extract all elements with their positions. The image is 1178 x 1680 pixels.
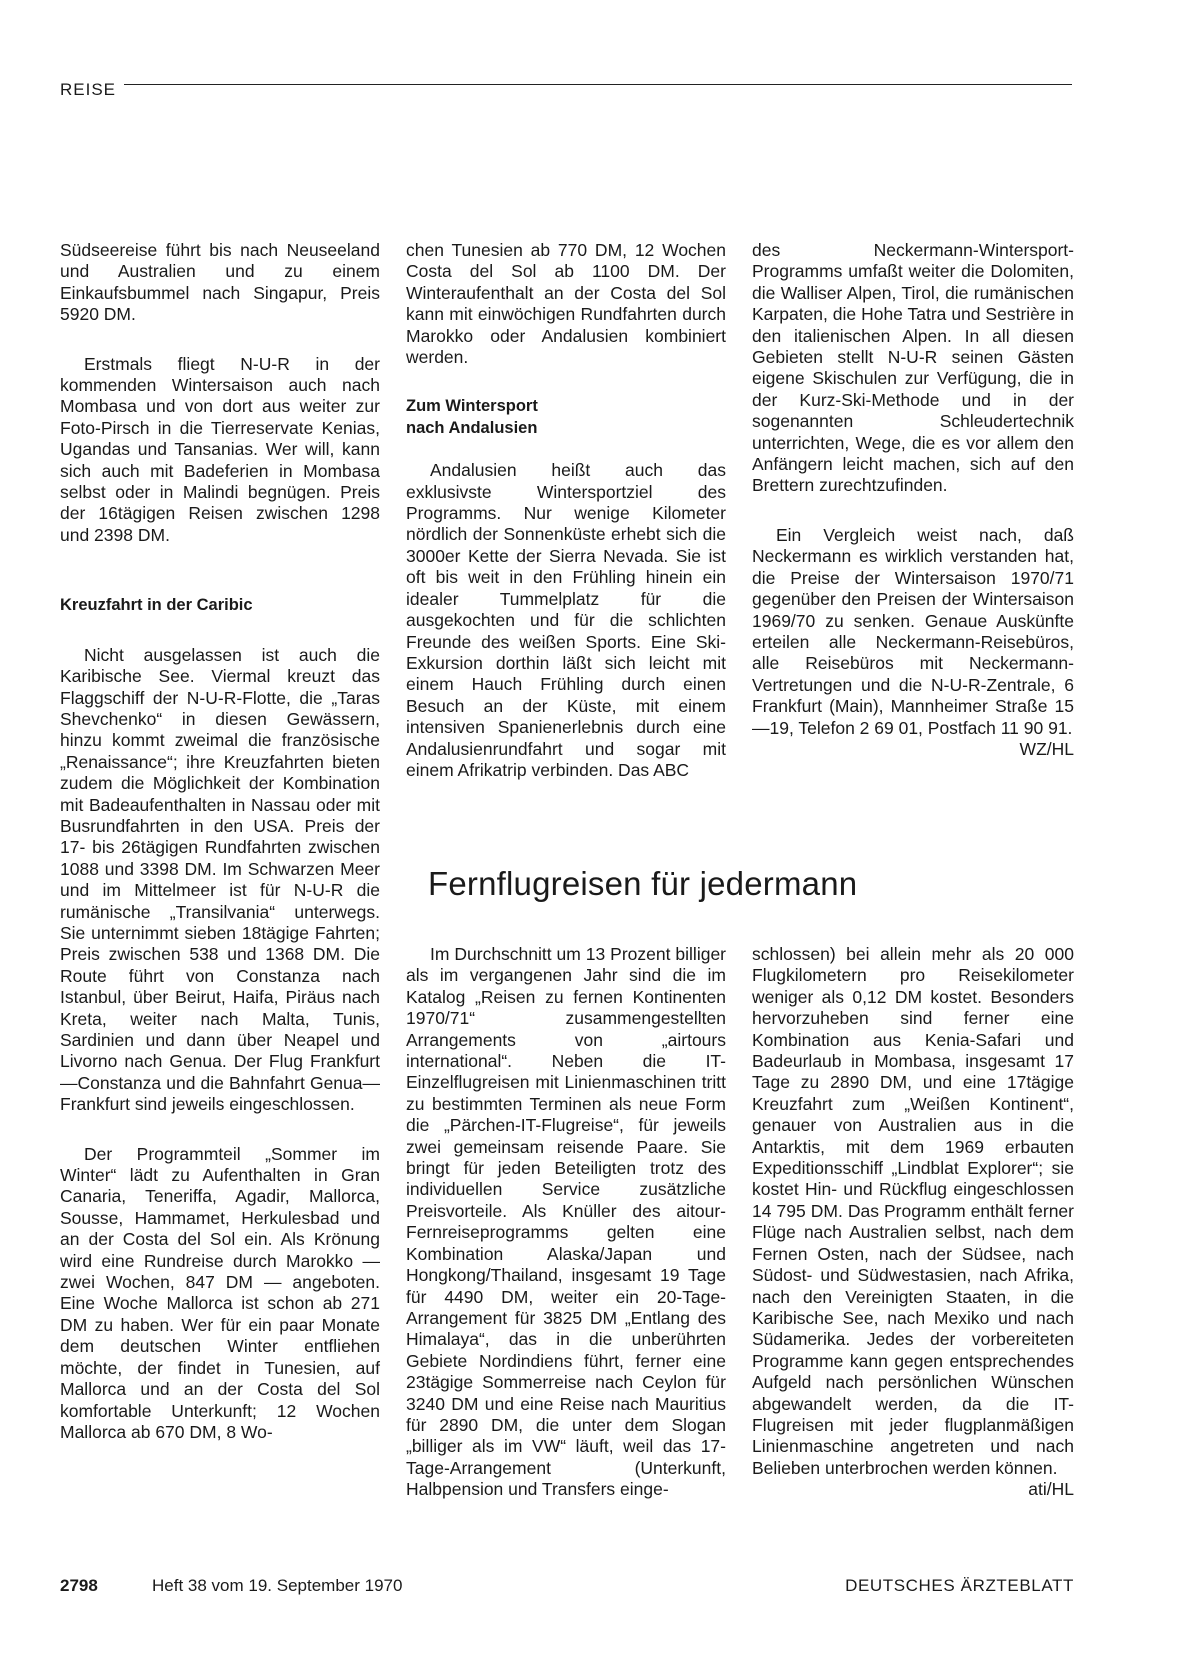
text-column-3 bbox=[752, 240, 1074, 760]
page-number: 2798 bbox=[60, 1576, 98, 1595]
text-column-5 bbox=[752, 944, 1074, 1501]
paragraph: Nicht ausgelassen ist auch die Karibische See. Viermal kreuzt das Flaggschiff der N-U-R-Flotte, die „Taras Shevchenko“ in diesen Gewässern, hinzu kommt zweimal die französische „Renaissance“; ihre Kreuzfahrten bieten zudem die Möglichkeit der Kombination mit Badeaufenthalten in Nassau oder mit Busrundfahrten in den USA. Preis der 17- bis 26tägigen Rundfahrten zwischen 1088 und 3398 DM. Im Schwarzen Meer und im Mittelmeer ist für N-U-R die rumänische „Transilvania“ unterwegs. Sie unternimmt sieben 18tägige Fahrten; Preis zwischen 538 und 1368 DM. Die Route führt von Constanza nach Istanbul, über Beirut, Haifa, Piräus nach Kreta, weiter nach Malta, Tunis, Sardinien und dann über Neapel und Livorno nach Genua. Der Flug Frankfurt—Constanza und die Bahnfahrt Genua—Frankfurt sind jeweils eingeschlossen. bbox=[60, 644, 380, 1115]
section-label: REISE bbox=[60, 80, 117, 99]
paragraph bbox=[752, 944, 1074, 1500]
section-heading-line: Zum Wintersport bbox=[406, 397, 538, 416]
paragraph: Der Programmteil „Sommer im Winter“ lädt zu Aufenthalten in Gran Canaria, Teneriffa, Agadir, Mallorca, Sousse, Hammamet, Herkulesbad und an der Costa del Sol ein. Als Krönung wird eine Rundreise durch Marokko — zwei Wochen, 847 DM — angeboten. Eine Woche Mallorca ist schon ab 271 DM zu haben. Wer für ein paar Monate dem deutschen Winter entfliehen möchte, der findet in Tunesien, auf Mallorca und an der Costa del Sol komfortable Unterkunft; 12 Wochen Mallorca ab 670 DM, 8 Wo- bbox=[60, 1143, 380, 1442]
paragraph: Erstmals fliegt N-U-R in der kommenden Wintersaison auch nach Mombasa und von dort aus weiter zur Foto-Pirsch in die Tierreservate Kenias, Ugandas und Tansanias. Wer will, kann sich auch mit Badeferien in Mombasa selbst oder in Malindi begnügen. Preis der 16tägigen Reisen zwischen 1298 und 2398 DM. bbox=[60, 353, 380, 545]
paragraph-text: Ein Vergleich weist nach, daß Neckermann es wirklich verstanden hat, die Preise der Wintersaison 1970/71 gegenüber den Preisen der Wintersaison 1969/70 zu senken. Genaue Auskünfte erteilen alle Neckermann-Reisebüros, alle Reisebüros mit Neckermann-Vertretungen und die N-U-R-Zentrale, 6 Frankfurt (Main), Mannheimer Straße 15—19, Telefon 2 69 01, Postfach 11 90 91. bbox=[752, 524, 1074, 738]
issue-info: Heft 38 vom 19. September 1970 bbox=[152, 1576, 403, 1595]
journal-name: DEUTSCHES ÄRZTEBLATT bbox=[845, 1576, 1074, 1595]
paragraph: des Neckermann-Wintersport-Programms umfaßt weiter die Dolomiten, die Walliser Alpen, Tirol, die rumänischen Karpaten, die Hohe Tatra und Sestrière in den italienischen Alpen. In all diesen Gebieten stellt N-U-R seinen Gästen eigene Skischulen zur Verfügung, die in der Kurz-Ski-Methode und in der sogenannten Schleudertechnik unterrichten, Wege, die es vor allem den Anfängern leicht machen, sich auf den Brettern zurechtzufinden. bbox=[752, 240, 1074, 496]
section-heading-line: nach Andalusien bbox=[406, 418, 538, 437]
section-heading bbox=[406, 396, 726, 439]
article-headline: Fernflugreisen für jedermann bbox=[428, 865, 858, 902]
text-column-1 bbox=[60, 240, 380, 1443]
paragraph: Im Durchschnitt um 13 Prozent billiger als im vergangenen Jahr sind die im Katalog „Reisen zu fernen Kontinenten 1970/71“ zusammengestellten Arrangements von „airtours international“. Neben die IT-Einzelflugreisen mit Linienmaschinen tritt zu bestimmten Terminen als neue Form die „Pärchen-IT-Flugreise“, für jeweils zwei gemeinsam reisende Paare. Sie bringt für jeden Beteiligten trotz des individuellen Service zusätzliche Preisvorteile. Als Knüller des aitour-Fernreiseprogramms gelten eine Kombination Alaska/Japan und Hongkong/Thailand, insgesamt 19 Tage für 4490 DM, weiter ein 20-Tage-Arrangement für 3825 DM „Entlang des Himalaya“, das in die unberührten Gebiete Nordindiens führt, ferner eine 23tägige Sommerreise nach Ceylon für 3240 DM und eine Reise nach Mauritius für 2890 DM, die unter dem Slogan „billiger als im VW“ läuft, weil das 17-Tage-Arrangement (Unterkunft, Halbpension und Transfers einge- bbox=[406, 944, 726, 1500]
author-signature: ati/HL bbox=[1028, 1479, 1074, 1500]
paragraph: Andalusien heißt auch das exklusivste Wintersportziel des Programms. Nur wenige Kilometer nördlich der Sonnenküste erhebt sich die 3000er Kette der Sierra Nevada. Sie ist oft bis weit in den Frühling hinein ein idealer Tummelplatz für die ausgekochten und für die schlichten Freunde des weißen Sports. Eine Ski-Exkursion dorthin läßt sich leicht mit einem Hauch Frühling durch einen Besuch an der Küste, mit einem intensiven Spanienerlebnis durch eine Andalusienrundfahrt und sogar mit einem Afrikatrip verbinden. Das ABC bbox=[406, 460, 726, 780]
section-heading: Kreuzfahrt in der Caribic bbox=[60, 596, 253, 615]
paragraph: chen Tunesien ab 770 DM, 12 Wochen Costa del Sol ab 1100 DM. Der Winteraufenthalt an der Costa del Sol kann mit einwöchigen Rundfahrten durch Marokko oder Andalusien kombiniert werden. bbox=[406, 240, 726, 368]
paragraph bbox=[752, 524, 1074, 759]
text-column-4 bbox=[406, 944, 726, 1501]
paragraph: Südseereise führt bis nach Neuseeland und Australien und zu einem Einkaufsbummel nach Singapur, Preis 5920 DM. bbox=[60, 240, 380, 325]
header-rule bbox=[124, 84, 1072, 85]
author-signature: WZ/HL bbox=[1019, 738, 1074, 759]
text-column-2 bbox=[406, 240, 726, 781]
paragraph-text: schlossen) bei allein mehr als 20 000 Flugkilometern pro Reisekilometer weniger als 0,12 DM kostet. Besonders hervorzuheben sind ferner eine Kombination aus Kenia-Safari und Badeurlaub in Mombasa, insgesamt 17 Tage zu 2890 DM, und eine 17tägige Kreuzfahrt zum „Weißen Kontinent“, genauer von Australien aus in die Antarktis, mit dem 1969 erbauten Expeditionsschiff „Lindblat Explorer“; sie kostet Hin- und Rückflug eingeschlossen 14 795 DM. Das Programm enthält ferner Flüge nach Australien selbst, nach dem Fernen Osten, nach der Südsee, nach Südost- und Südwestasien, nach Afrika, nach den Vereinigten Staaten, in die Karibische See, nach Mexiko und nach Südamerika. Jedes der vorbereiteten Programme kann gegen entsprechendes Aufgeld nach persönlichen Wünschen abgewandelt werden, da die IT-Flugreisen mit jeder flugplanmäßigen Linienmaschine angetreten und nach Belieben unterbrochen werden können. bbox=[752, 944, 1074, 1478]
